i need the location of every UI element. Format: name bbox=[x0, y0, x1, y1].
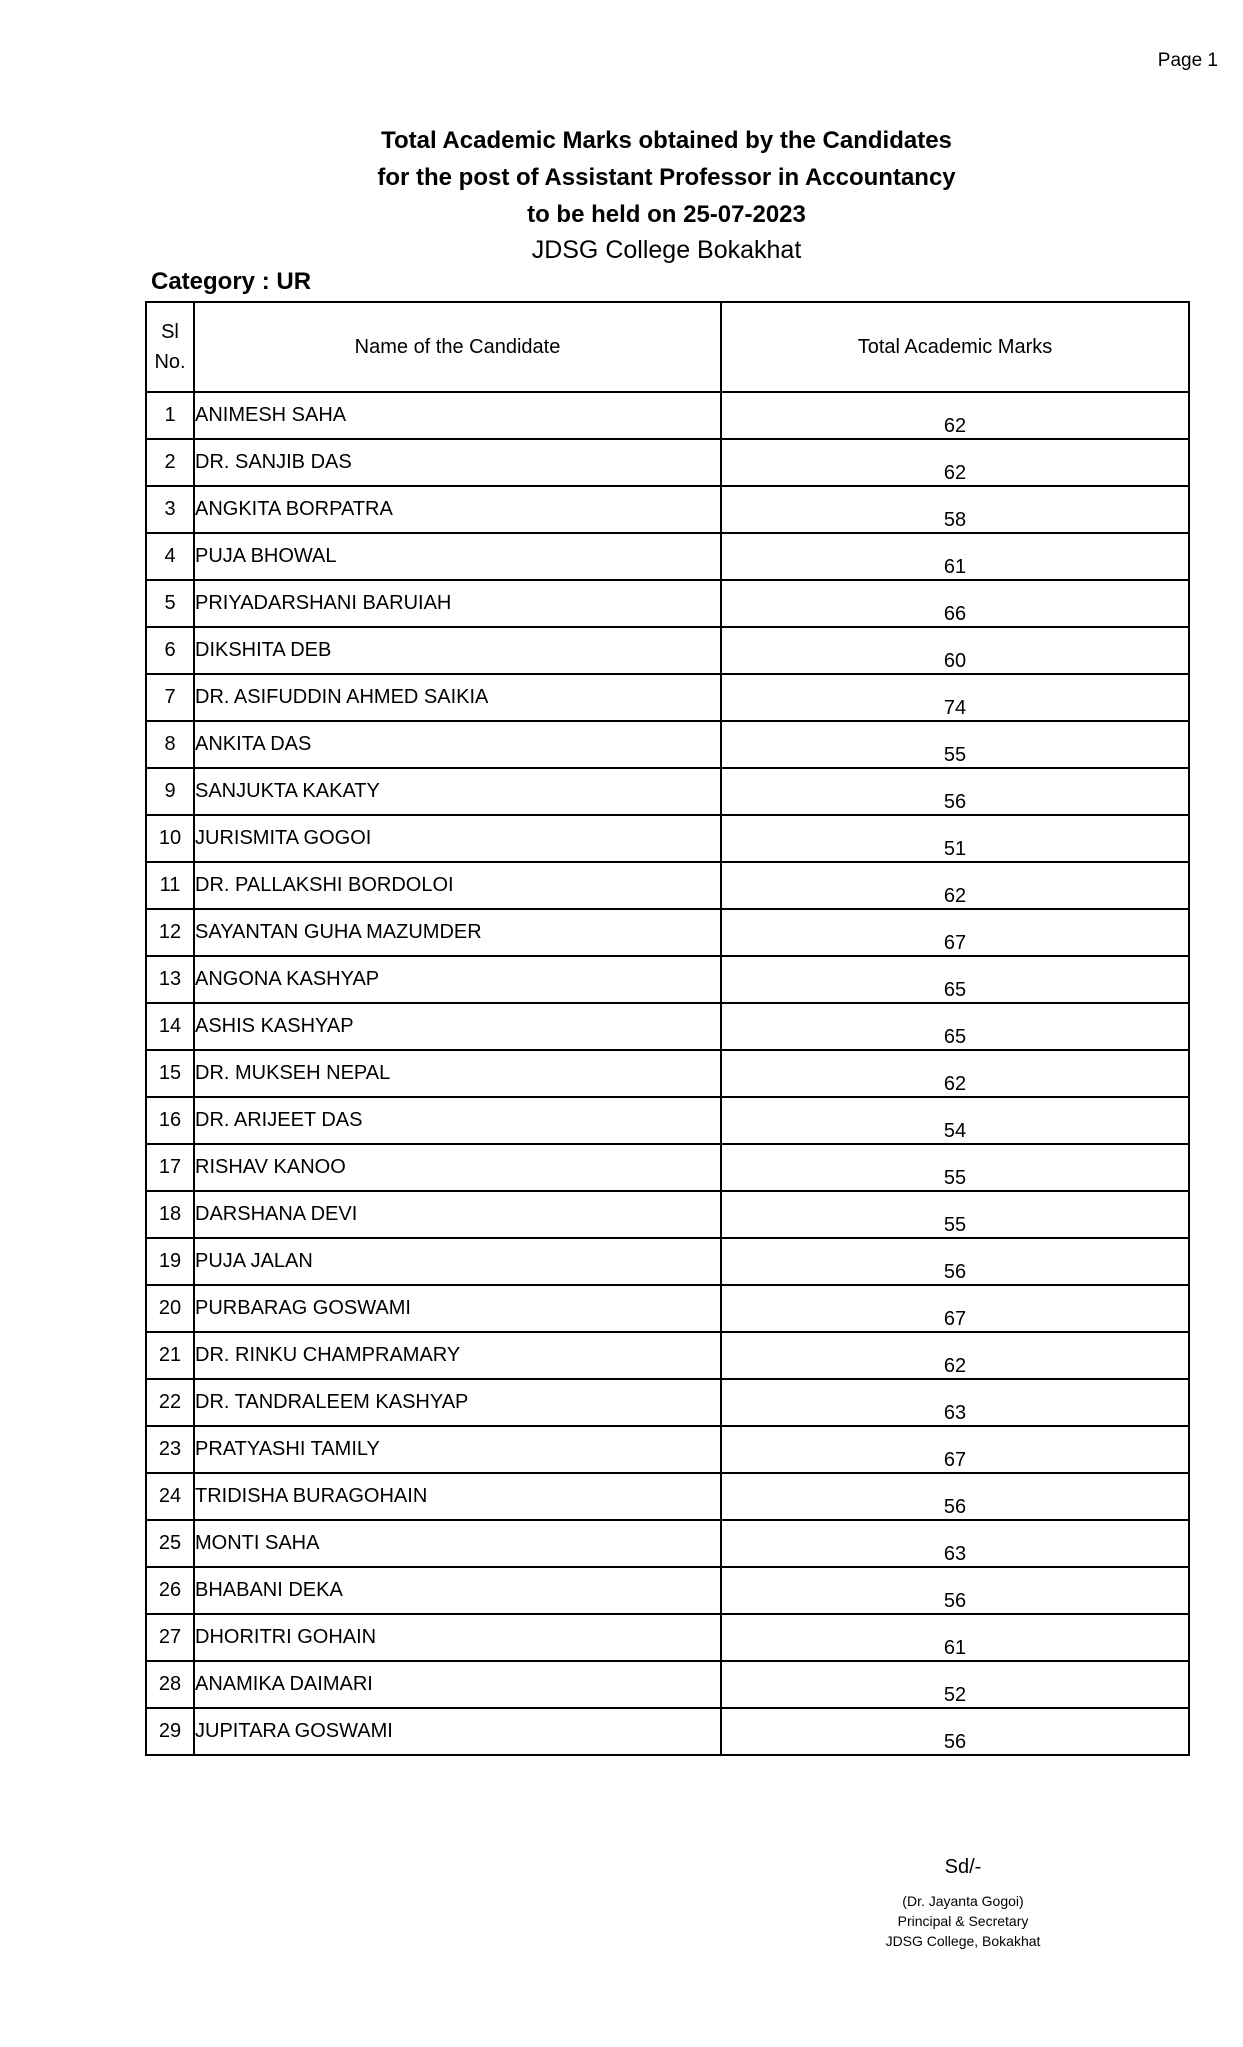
total-marks-cell: 56 bbox=[721, 1708, 1189, 1755]
total-marks-cell: 56 bbox=[721, 1567, 1189, 1614]
table-row bbox=[146, 1097, 1189, 1144]
candidate-name-cell: DR. ASIFUDDIN AHMED SAIKIA bbox=[194, 674, 721, 721]
total-marks-cell: 63 bbox=[721, 1379, 1189, 1426]
candidate-name-cell: TRIDISHA BURAGOHAIN bbox=[194, 1473, 721, 1520]
serial-number-cell: 10 bbox=[146, 815, 194, 862]
serial-number-cell: 5 bbox=[146, 580, 194, 627]
candidate-name-cell: DR. PALLAKSHI BORDOLOI bbox=[194, 862, 721, 909]
table-row bbox=[146, 1426, 1189, 1473]
total-marks-cell: 63 bbox=[721, 1520, 1189, 1567]
total-marks-cell: 55 bbox=[721, 721, 1189, 768]
serial-number-cell: 11 bbox=[146, 862, 194, 909]
candidate-name-cell: RISHAV KANOO bbox=[194, 1144, 721, 1191]
total-marks-cell: 62 bbox=[721, 1332, 1189, 1379]
total-marks-cell: 62 bbox=[721, 392, 1189, 439]
total-marks-cell: 74 bbox=[721, 674, 1189, 721]
candidate-name-cell: JURISMITA GOGOI bbox=[194, 815, 721, 862]
table-row bbox=[146, 1661, 1189, 1708]
total-marks-cell: 67 bbox=[721, 909, 1189, 956]
serial-number-cell: 27 bbox=[146, 1614, 194, 1661]
table-row bbox=[146, 862, 1189, 909]
table-row bbox=[146, 392, 1189, 439]
table-row bbox=[146, 1050, 1189, 1097]
serial-number-cell: 18 bbox=[146, 1191, 194, 1238]
table-row bbox=[146, 815, 1189, 862]
candidate-name-cell: PUJA BHOWAL bbox=[194, 533, 721, 580]
candidate-name-cell: DHORITRI GOHAIN bbox=[194, 1614, 721, 1661]
header-sl-no-label: Sl No. bbox=[154, 321, 186, 373]
signatory-designation: Principal & Secretary bbox=[897, 1913, 1029, 1929]
signature-block bbox=[858, 1856, 1068, 1951]
serial-number-cell: 22 bbox=[146, 1379, 194, 1426]
total-marks-cell: 65 bbox=[721, 1003, 1189, 1050]
serial-number-cell: 4 bbox=[146, 533, 194, 580]
candidate-name-cell: PRIYADARSHANI BARUIAH bbox=[194, 580, 721, 627]
serial-number-cell: 14 bbox=[146, 1003, 194, 1050]
table-row bbox=[146, 627, 1189, 674]
candidate-name-cell: PURBARAG GOSWAMI bbox=[194, 1285, 721, 1332]
candidate-name-cell: ASHIS KASHYAP bbox=[194, 1003, 721, 1050]
total-marks-cell: 56 bbox=[721, 1473, 1189, 1520]
serial-number-cell: 17 bbox=[146, 1144, 194, 1191]
table-row bbox=[146, 674, 1189, 721]
table-header-row bbox=[146, 302, 1189, 392]
candidate-name-cell: JUPITARA GOSWAMI bbox=[194, 1708, 721, 1755]
serial-number-cell: 13 bbox=[146, 956, 194, 1003]
candidate-name-cell: DR. TANDRALEEM KASHYAP bbox=[194, 1379, 721, 1426]
document-title bbox=[0, 122, 1243, 267]
page-number: Page 1 bbox=[1157, 50, 1218, 71]
candidate-name-cell: MONTI SAHA bbox=[194, 1520, 721, 1567]
total-marks-cell: 65 bbox=[721, 956, 1189, 1003]
title-line-2: for the post of Assistant Professor in Accountancy bbox=[377, 164, 956, 191]
table-row bbox=[146, 768, 1189, 815]
serial-number-cell: 23 bbox=[146, 1426, 194, 1473]
serial-number-cell: 12 bbox=[146, 909, 194, 956]
candidate-name-cell: PRATYASHI TAMILY bbox=[194, 1426, 721, 1473]
table-row bbox=[146, 1614, 1189, 1661]
total-marks-cell: 58 bbox=[721, 486, 1189, 533]
signature-sd: Sd/- bbox=[944, 1856, 982, 1878]
table-row bbox=[146, 1520, 1189, 1567]
total-marks-cell: 62 bbox=[721, 862, 1189, 909]
candidate-name-cell: ANGONA KASHYAP bbox=[194, 956, 721, 1003]
total-marks-cell: 67 bbox=[721, 1285, 1189, 1332]
table-row bbox=[146, 721, 1189, 768]
serial-number-cell: 16 bbox=[146, 1097, 194, 1144]
total-marks-cell: 52 bbox=[721, 1661, 1189, 1708]
header-candidate-name: Name of the Candidate bbox=[194, 302, 721, 392]
header-sl-no bbox=[146, 302, 194, 392]
signatory-name: (Dr. Jayanta Gogoi) bbox=[902, 1893, 1024, 1909]
table-row bbox=[146, 1285, 1189, 1332]
serial-number-cell: 15 bbox=[146, 1050, 194, 1097]
marks-table-body bbox=[146, 392, 1189, 1755]
candidate-name-cell: ANKITA DAS bbox=[194, 721, 721, 768]
serial-number-cell: 20 bbox=[146, 1285, 194, 1332]
candidate-name-cell: DR. SANJIB DAS bbox=[194, 439, 721, 486]
serial-number-cell: 8 bbox=[146, 721, 194, 768]
table-row bbox=[146, 486, 1189, 533]
total-marks-cell: 55 bbox=[721, 1191, 1189, 1238]
candidate-name-cell: DIKSHITA DEB bbox=[194, 627, 721, 674]
candidate-name-cell: SAYANTAN GUHA MAZUMDER bbox=[194, 909, 721, 956]
total-marks-cell: 62 bbox=[721, 1050, 1189, 1097]
total-marks-cell: 56 bbox=[721, 1238, 1189, 1285]
table-row bbox=[146, 1567, 1189, 1614]
candidate-name-cell: PUJA JALAN bbox=[194, 1238, 721, 1285]
candidate-name-cell: DARSHANA DEVI bbox=[194, 1191, 721, 1238]
title-line-1: Total Academic Marks obtained by the Candidates bbox=[381, 127, 952, 154]
total-marks-cell: 66 bbox=[721, 580, 1189, 627]
serial-number-cell: 24 bbox=[146, 1473, 194, 1520]
total-marks-cell: 54 bbox=[721, 1097, 1189, 1144]
table-row bbox=[146, 1708, 1189, 1755]
total-marks-cell: 67 bbox=[721, 1426, 1189, 1473]
candidate-name-cell: SANJUKTA KAKATY bbox=[194, 768, 721, 815]
table-row bbox=[146, 1332, 1189, 1379]
table-row bbox=[146, 909, 1189, 956]
candidate-name-cell: ANIMESH SAHA bbox=[194, 392, 721, 439]
header-total-marks: Total Academic Marks bbox=[721, 302, 1189, 392]
serial-number-cell: 7 bbox=[146, 674, 194, 721]
candidate-name-cell: ANAMIKA DAIMARI bbox=[194, 1661, 721, 1708]
marks-table bbox=[145, 301, 1190, 1756]
total-marks-cell: 51 bbox=[721, 815, 1189, 862]
total-marks-cell: 61 bbox=[721, 533, 1189, 580]
serial-number-cell: 29 bbox=[146, 1708, 194, 1755]
category-label: Category : UR bbox=[151, 268, 312, 295]
table-row bbox=[146, 1003, 1189, 1050]
total-marks-cell: 60 bbox=[721, 627, 1189, 674]
serial-number-cell: 28 bbox=[146, 1661, 194, 1708]
table-row bbox=[146, 1473, 1189, 1520]
candidate-name-cell: DR. ARIJEET DAS bbox=[194, 1097, 721, 1144]
candidate-name-cell: BHABANI DEKA bbox=[194, 1567, 721, 1614]
total-marks-cell: 62 bbox=[721, 439, 1189, 486]
table-row bbox=[146, 956, 1189, 1003]
table-row bbox=[146, 533, 1189, 580]
table-row bbox=[146, 439, 1189, 486]
table-row bbox=[146, 580, 1189, 627]
title-line-3: to be held on 25-07-2023 bbox=[527, 201, 806, 228]
serial-number-cell: 3 bbox=[146, 486, 194, 533]
serial-number-cell: 21 bbox=[146, 1332, 194, 1379]
table-row bbox=[146, 1144, 1189, 1191]
total-marks-cell: 61 bbox=[721, 1614, 1189, 1661]
total-marks-cell: 55 bbox=[721, 1144, 1189, 1191]
candidate-name-cell: DR. RINKU CHAMPRAMARY bbox=[194, 1332, 721, 1379]
candidate-name-cell: DR. MUKSEH NEPAL bbox=[194, 1050, 721, 1097]
serial-number-cell: 2 bbox=[146, 439, 194, 486]
signatory-college: JDSG College, Bokakhat bbox=[885, 1933, 1041, 1949]
serial-number-cell: 1 bbox=[146, 392, 194, 439]
table-row bbox=[146, 1191, 1189, 1238]
serial-number-cell: 19 bbox=[146, 1238, 194, 1285]
serial-number-cell: 25 bbox=[146, 1520, 194, 1567]
table-row bbox=[146, 1379, 1189, 1426]
total-marks-cell: 56 bbox=[721, 768, 1189, 815]
serial-number-cell: 9 bbox=[146, 768, 194, 815]
college-name: JDSG College Bokakhat bbox=[531, 236, 802, 264]
table-row bbox=[146, 1238, 1189, 1285]
candidate-name-cell: ANGKITA BORPATRA bbox=[194, 486, 721, 533]
serial-number-cell: 6 bbox=[146, 627, 194, 674]
serial-number-cell: 26 bbox=[146, 1567, 194, 1614]
